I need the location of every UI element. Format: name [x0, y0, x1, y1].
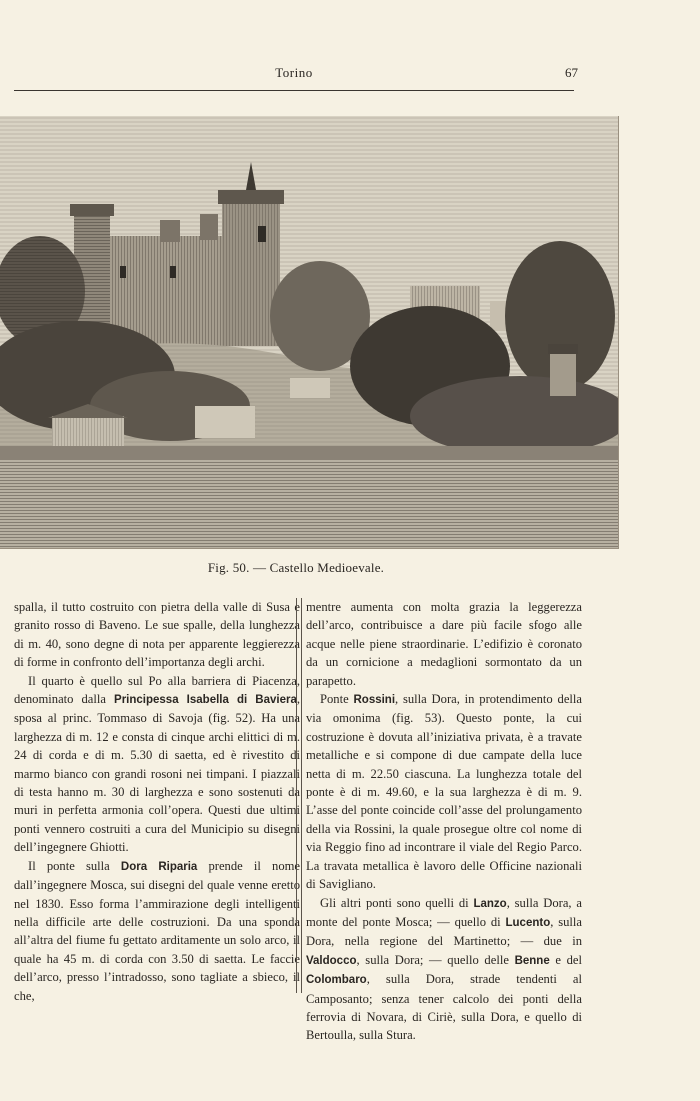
- column-divider: [296, 598, 302, 993]
- page-header: [14, 62, 578, 84]
- paragraph: mentre aumenta con molta grazia la leggerezza dell’arco, contribuisce a dare più facile sfogo alle acque nelle piene straordinarie. L’edifizio è coronato da un cornicione a medaglioni sormontato da un parapetto.: [306, 600, 582, 688]
- header-rule: [14, 90, 574, 91]
- bridge-name: Rossini: [353, 694, 396, 707]
- engraving-castello-medioevale: [0, 116, 619, 549]
- right-column: [306, 598, 582, 1045]
- river-name: Dora Riparia: [120, 860, 198, 873]
- bridge-name: Lanzo: [473, 897, 507, 910]
- paragraph: Il ponte sulla Dora Riparia prende il nome dall’ingegnere Mosca, sui disegni del quale venne eretto nel 1830. Esso forma l’ammirazione degli intelligenti nella difficile arte delle costruzioni. Da una sponda all’altra del fiume fu gettato arditamente un solo arco, il quale ha 45 m. di corda con 3.50 di saetta. Le faccie dell’arco, presso l’intradosso, sono tagliate a sbieco, il che,: [14, 858, 301, 1003]
- paragraph: Ponte Rossini, sulla Dora, in protendimento della via omonima (fig. 53). Questo ponte, la cui costruzione è dovuta all’iniziativa privata, è a travate metalliche e si compone di due campate della luce netta di m. 22.50 ciascuna. La lunghezza totale del ponte è di m. 49.60, e la sua larghezza è di m. 9. L’asse del ponte coincide coll’asse del prolungamento della via Rossini, la quale prosegue oltre col nome di via Reggio fino ad incontrare il viale del Regio Parco. La travata metallica è lavoro delle Officine nazionali di Savigliano.: [306, 692, 582, 892]
- paragraph: spalla, il tutto costruito con pietra della valle di Susa e granito rosso di Baveno. Le sue spalle, della lunghezza di m. 40, sono degne di nota per apparente leggierezza di forme in confronto dell’importanza degli archi.: [14, 600, 300, 670]
- running-title: Torino: [275, 65, 313, 80]
- figure-caption: Fig. 50. — Castello Medioevale.: [207, 560, 385, 575]
- paragraph: Il quarto è quello sul Po alla barriera di Piacenza, denominato dalla Principessa Isabella di Baviera, sposa al princ. Tommaso di Savoja (fig. 52). Ha una larghezza di m. 12 e consta di cinque archi elittici di m. 24 di corda e di m. 5.30 di saetta, ed è rivestito di marmo bianco con grandi rosoni nei timpani. I piazzali di testa hanno m. 30 di larghezza e sono sostenuti da muri in perfetta armonia coll’opera. Questi due ultimi ponti vennero costruiti a cura del Municipio su disegni dell’ingegnere Ghiotti.: [14, 673, 300, 855]
- left-column: [14, 598, 300, 1005]
- bridge-name: Colombaro: [306, 974, 367, 987]
- paragraph: Gli altri ponti sono quelli di Lanzo, sulla Dora, a monte del ponte Mosca; — quello di Lucento, sulla Dora, nella regione del Martinetto; — due in Valdocco, sulla Dora; — quello delle Benne e del Colombaro, sulla Dora, strade tendenti al Camposanto; senza tener calcolo dei ponti della ferrovia di Novara, di Ciriè, sulla Dora, e quello di Bertoulla, sulla Stura.: [306, 895, 582, 1043]
- bridge-name: Lucento: [505, 916, 551, 929]
- page-number: 67: [565, 65, 578, 80]
- bridge-name: Valdocco: [306, 954, 357, 967]
- bridge-name: Principessa Isabella di Baviera: [114, 694, 297, 707]
- bridge-name: Benne: [514, 954, 550, 967]
